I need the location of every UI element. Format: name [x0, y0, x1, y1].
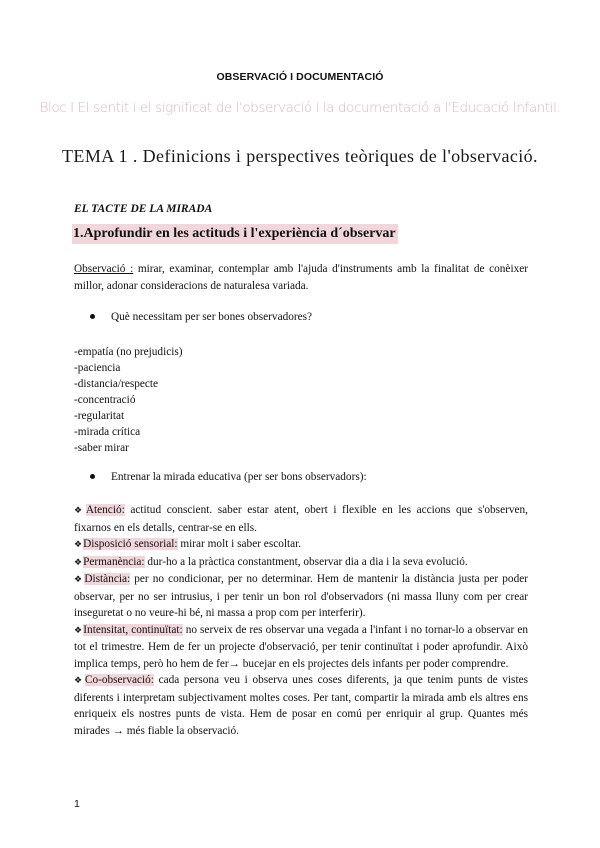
item-text: mirar molt i saber escoltar.	[177, 538, 302, 550]
item-term: Intensitat, continuïtat:	[83, 623, 183, 636]
item-text: per no condicionar, per no determinar. Hem de mantenir la distància justa per poder observar, per no ser intrusius, i per tenir un bon rol d'observadors (ni massa lluny com per crear inseguretat o no veure-hi bé, ni massa a prop com per interferir).	[74, 573, 528, 619]
item-term: Permanència:	[83, 555, 145, 568]
diamond-bullet-icon: ❖	[74, 676, 84, 686]
item-term: Disposició sensorial:	[83, 538, 178, 550]
item-text: actitud conscient. saber estar atent, obert i flexible en les accions que s'observen, fixarnos en els detalls, centrar-se en ells.	[74, 504, 528, 534]
list-item: -saber mirar	[74, 442, 129, 454]
item-text: dur-ho a la pràctica constantment, observar dia a dia i la seva evolució.	[144, 555, 468, 568]
list-item	[74, 672, 528, 739]
list-item	[74, 554, 528, 572]
list-item	[74, 622, 528, 673]
item-term: Co-observació:	[84, 674, 154, 686]
qualities-list	[74, 344, 183, 456]
section-subtitle: 1.Aprofundir en les actituds i l'experiència d´observar	[73, 226, 396, 241]
definition-text: mirar, examinar, contemplar amb l'ajuda d'instruments amb la finalitat de conèixer millor, adonar consideracions de naturalesa variada.	[74, 263, 529, 292]
diamond-bullet-icon: ❖	[74, 575, 84, 585]
list-item: -empatía (no prejudicis)	[74, 346, 183, 358]
bullet-question-1	[90, 311, 312, 323]
item-text: no serveix de res observar una vegada a l'infant i no tornar-lo a observar en tot el trimestre. Hem de fer un projecte d'observació, per tenir continuïtat i poder aprofundir. Això implica temps, però ho hem de fer→ bucejar en els projectes dels infants per poder comprendre.	[74, 623, 529, 670]
section-title: EL TACTE DE LA MIRADA	[74, 203, 213, 215]
bullet-dot-icon	[90, 314, 95, 319]
question-1-text: Què necessitam per ser bones observadores?	[111, 311, 313, 323]
list-item	[74, 571, 528, 622]
list-item: -mirada crítica	[74, 426, 141, 438]
tema-heading: TEMA 1 . Definicions i perspectives teòriques de l'observació.	[62, 146, 538, 166]
question-2-text: Entrenar la mirada educativa (per ser bons observadors):	[111, 471, 367, 483]
diamond-bullet-icon: ❖	[74, 540, 83, 550]
bloc-heading: Bloc I El sentit i el significat de l'observació i la documentació a l'Educació Infantil.	[39, 100, 561, 116]
document-title: OBSERVACIÓ I DOCUMENTACIÓ	[216, 71, 384, 83]
diamond-bullet-icon: ❖	[74, 506, 85, 516]
list-item: -regularitat	[74, 410, 125, 422]
list-item: -concentració	[74, 394, 136, 406]
list-item: -distancia/respecte	[74, 378, 159, 390]
definition-term: Observació :	[74, 263, 134, 275]
bullet-dot-icon	[90, 474, 95, 479]
item-term: Atenció:	[85, 504, 125, 516]
section-subtitle-highlight	[72, 224, 398, 244]
bullet-question-2	[90, 471, 367, 483]
page-number: 1	[74, 798, 80, 810]
item-term: Distància:	[84, 573, 131, 585]
observation-items	[74, 502, 528, 739]
list-item: -paciencia	[74, 362, 121, 374]
diamond-bullet-icon: ❖	[74, 625, 83, 636]
definition-paragraph	[74, 261, 528, 294]
diamond-bullet-icon: ❖	[74, 557, 83, 568]
item-text: cada persona veu i observa unes coses diferents, ja que tenim punts de vistes diferents i interpretam subjectivament moltes coses. Per tant, compartir la mirada amb els altres ens enriqueix els nostres punts de vista. Hem de posar en comú per enriquir al grup. Quantes més mirades → més fiable la observació.	[74, 674, 528, 737]
list-item	[74, 502, 528, 536]
list-item	[74, 536, 528, 554]
